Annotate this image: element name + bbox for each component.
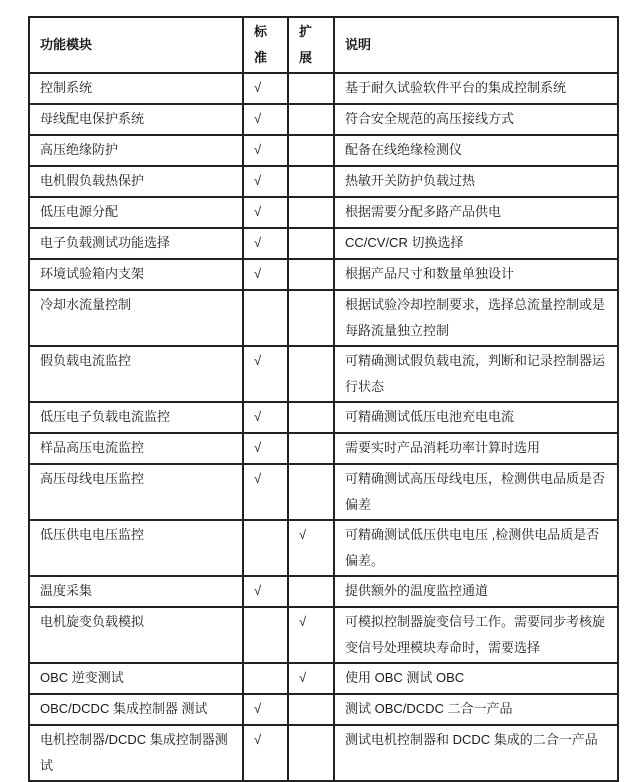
- module-cell: 冷却水流量控制: [29, 290, 243, 346]
- table-row: [29, 576, 618, 607]
- table-header-row: [29, 17, 618, 73]
- standard-checkmark-cell: √: [243, 73, 288, 104]
- table-row: [29, 73, 618, 104]
- extended-checkmark-cell: [288, 259, 334, 290]
- standard-checkmark-cell: [243, 520, 288, 576]
- description-cell: 可精确测试假负载电流，判断和记录控制器运行状态: [334, 346, 618, 402]
- description-cell: CC/CV/CR 切换选择: [334, 228, 618, 259]
- module-cell: 电子负载测试功能选择: [29, 228, 243, 259]
- standard-checkmark-cell: √: [243, 259, 288, 290]
- description-cell: 需要实时产品消耗功率计算时选用: [334, 433, 618, 464]
- description-cell: 可精确测试低压供电电压 ,检测供电品质是否偏差。: [334, 520, 618, 576]
- table-row: [29, 135, 618, 166]
- standard-checkmark-cell: √: [243, 433, 288, 464]
- description-cell: 根据试验冷却控制要求，选择总流量控制或是每路流量独立控制: [334, 290, 618, 346]
- module-cell: 高压母线电压监控: [29, 464, 243, 520]
- description-cell: 可精确测试低压电池充电电流: [334, 402, 618, 433]
- extended-checkmark-cell: [288, 402, 334, 433]
- table-row: [29, 464, 618, 520]
- extended-checkmark-cell: [288, 725, 334, 781]
- extended-checkmark-cell: √: [288, 520, 334, 576]
- extended-checkmark-cell: [288, 433, 334, 464]
- module-cell: 假负载电流监控: [29, 346, 243, 402]
- standard-checkmark-cell: √: [243, 135, 288, 166]
- extended-checkmark-cell: [288, 576, 334, 607]
- standard-checkmark-cell: √: [243, 346, 288, 402]
- table-row: [29, 520, 618, 576]
- header-description: 说明: [334, 17, 618, 73]
- module-cell: OBC/DCDC 集成控制器 测试: [29, 694, 243, 725]
- description-cell: 可精确测试高压母线电压，检测供电品质是否偏差: [334, 464, 618, 520]
- header-standard: 标准: [243, 17, 288, 73]
- extended-checkmark-cell: [288, 197, 334, 228]
- description-cell: 测试电机控制器和 DCDC 集成的二合一产品: [334, 725, 618, 781]
- extended-checkmark-cell: [288, 135, 334, 166]
- extended-checkmark-cell: [288, 166, 334, 197]
- table-row: [29, 402, 618, 433]
- standard-checkmark-cell: √: [243, 197, 288, 228]
- feature-module-table: [28, 16, 619, 782]
- module-cell: 电机控制器/DCDC 集成控制器测试: [29, 725, 243, 781]
- description-cell: 基于耐久试验软件平台的集成控制系统: [334, 73, 618, 104]
- extended-checkmark-cell: [288, 694, 334, 725]
- description-cell: 符合安全规范的高压接线方式: [334, 104, 618, 135]
- extended-checkmark-cell: [288, 290, 334, 346]
- extended-checkmark-cell: [288, 73, 334, 104]
- table-row: [29, 694, 618, 725]
- module-cell: 控制系统: [29, 73, 243, 104]
- extended-checkmark-cell: √: [288, 663, 334, 694]
- standard-checkmark-cell: [243, 663, 288, 694]
- table-row: [29, 259, 618, 290]
- table-row: [29, 607, 618, 663]
- description-cell: 可模拟控制器旋变信号工作。需要同步考核旋变信号处理模块寿命时，需要选择: [334, 607, 618, 663]
- standard-checkmark-cell: √: [243, 104, 288, 135]
- module-cell: 电机假负载热保护: [29, 166, 243, 197]
- module-cell: 低压电源分配: [29, 197, 243, 228]
- description-cell: 根据需要分配多路产品供电: [334, 197, 618, 228]
- table-row: [29, 228, 618, 259]
- table-row: [29, 290, 618, 346]
- standard-checkmark-cell: √: [243, 166, 288, 197]
- document-page: [0, 16, 636, 773]
- standard-checkmark-cell: √: [243, 402, 288, 433]
- table-row: [29, 346, 618, 402]
- description-cell: 测试 OBC/DCDC 二合一产品: [334, 694, 618, 725]
- extended-checkmark-cell: [288, 228, 334, 259]
- table-body: [29, 73, 618, 781]
- module-cell: 环境试验箱内支架: [29, 259, 243, 290]
- table-row: [29, 104, 618, 135]
- table-row: [29, 663, 618, 694]
- extended-checkmark-cell: √: [288, 607, 334, 663]
- table-row: [29, 197, 618, 228]
- standard-checkmark-cell: [243, 607, 288, 663]
- standard-checkmark-cell: √: [243, 464, 288, 520]
- table-row: [29, 433, 618, 464]
- module-cell: 母线配电保护系统: [29, 104, 243, 135]
- module-cell: 高压绝缘防护: [29, 135, 243, 166]
- table-row: [29, 166, 618, 197]
- description-cell: 热敏开关防护负载过热: [334, 166, 618, 197]
- standard-checkmark-cell: [243, 290, 288, 346]
- extended-checkmark-cell: [288, 346, 334, 402]
- module-cell: OBC 逆变测试: [29, 663, 243, 694]
- module-cell: 低压供电电压监控: [29, 520, 243, 576]
- standard-checkmark-cell: √: [243, 694, 288, 725]
- header-module: 功能模块: [29, 17, 243, 73]
- description-cell: 根据产品尺寸和数量单独设计: [334, 259, 618, 290]
- standard-checkmark-cell: √: [243, 725, 288, 781]
- module-cell: 温度采集: [29, 576, 243, 607]
- extended-checkmark-cell: [288, 464, 334, 520]
- description-cell: 提供额外的温度监控通道: [334, 576, 618, 607]
- module-cell: 低压电子负载电流监控: [29, 402, 243, 433]
- header-extended: 扩展: [288, 17, 334, 73]
- module-cell: 样品高压电流监控: [29, 433, 243, 464]
- module-cell: 电机旋变负载模拟: [29, 607, 243, 663]
- standard-checkmark-cell: √: [243, 576, 288, 607]
- description-cell: 配备在线绝缘检测仪: [334, 135, 618, 166]
- table-row: [29, 725, 618, 781]
- extended-checkmark-cell: [288, 104, 334, 135]
- description-cell: 使用 OBC 测试 OBC: [334, 663, 618, 694]
- standard-checkmark-cell: √: [243, 228, 288, 259]
